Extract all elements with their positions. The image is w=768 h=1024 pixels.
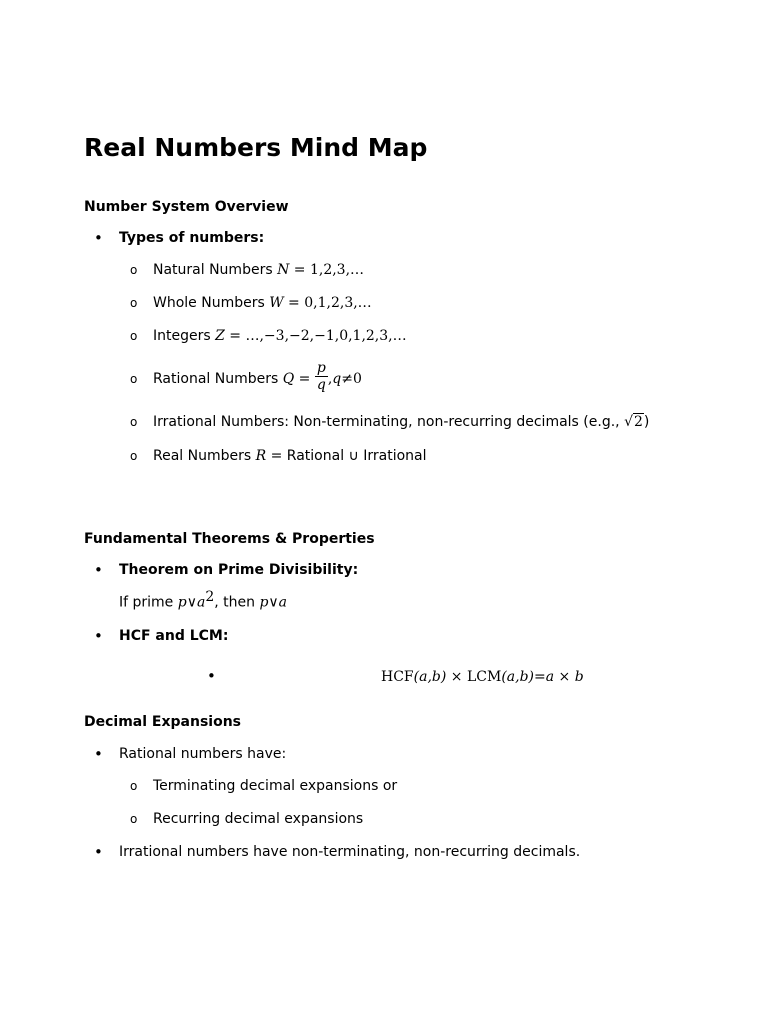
section-heading-number-system: Number System Overview — [84, 199, 289, 215]
real-numbers-item: Real Numbers R = Rational ∪ Irrational — [153, 448, 427, 464]
sub-bullet: o — [130, 263, 138, 277]
types-of-numbers-label: Types of numbers: — [119, 230, 265, 246]
theorem-text: If prime $p\vee a^2$, then p∨a — [119, 589, 288, 611]
sqrt-symbol: √2 — [624, 414, 643, 430]
recurring-item: Recurring decimal expansions — [153, 811, 364, 827]
bullet-dot: • — [94, 843, 103, 861]
section-heading-decimal: Decimal Expansions — [84, 714, 242, 730]
rational-have-label: Rational numbers have: — [119, 746, 287, 762]
page-title: Real Numbers Mind Map — [84, 133, 428, 162]
terminating-item: Terminating decimal expansions or — [153, 778, 398, 794]
sub-bullet: o — [130, 449, 138, 463]
bullet-dot: • — [94, 229, 103, 247]
bullet-dot: • — [94, 561, 103, 579]
irrational-numbers-item: Irrational Numbers: Non-terminating, non-recurring decimals (e.g., √2) — [153, 414, 650, 430]
integers-item: Integers Z = …,−3,−2,−1,0,1,2,3,… — [153, 328, 407, 344]
bullet-dot: • — [94, 627, 103, 645]
hcf-lcm-label: HCF and LCM: — [119, 628, 229, 644]
bullet-dot: • — [94, 745, 103, 763]
sub-bullet: o — [130, 329, 138, 343]
sub-bullet: o — [130, 779, 138, 793]
sub-bullet: o — [130, 296, 138, 310]
bullet-dot: • — [207, 667, 216, 685]
sub-bullet: o — [130, 372, 138, 386]
hcf-lcm-formula: HCF(a,b) × LCM(a,b)=a × b — [381, 669, 584, 685]
sub-bullet: o — [130, 415, 138, 429]
fraction-p-over-q: $\frac{p}{q}$ — [316, 359, 326, 393]
irrational-have-label: Irrational numbers have non-terminating, non-recurring decimals. — [119, 844, 581, 860]
rational-numbers-item: Rational Numbers Q = $\frac{p}{q}$ ,q≠0 — [153, 359, 362, 393]
section-heading-theorems: Fundamental Theorems & Properties — [84, 531, 375, 547]
natural-numbers-item: Natural Numbers N = 1,2,3,… — [153, 262, 365, 278]
whole-numbers-item: Whole Numbers W = 0,1,2,3,… — [153, 295, 372, 311]
sub-bullet: o — [130, 812, 138, 826]
theorem-label: Theorem on Prime Divisibility: — [119, 562, 359, 578]
